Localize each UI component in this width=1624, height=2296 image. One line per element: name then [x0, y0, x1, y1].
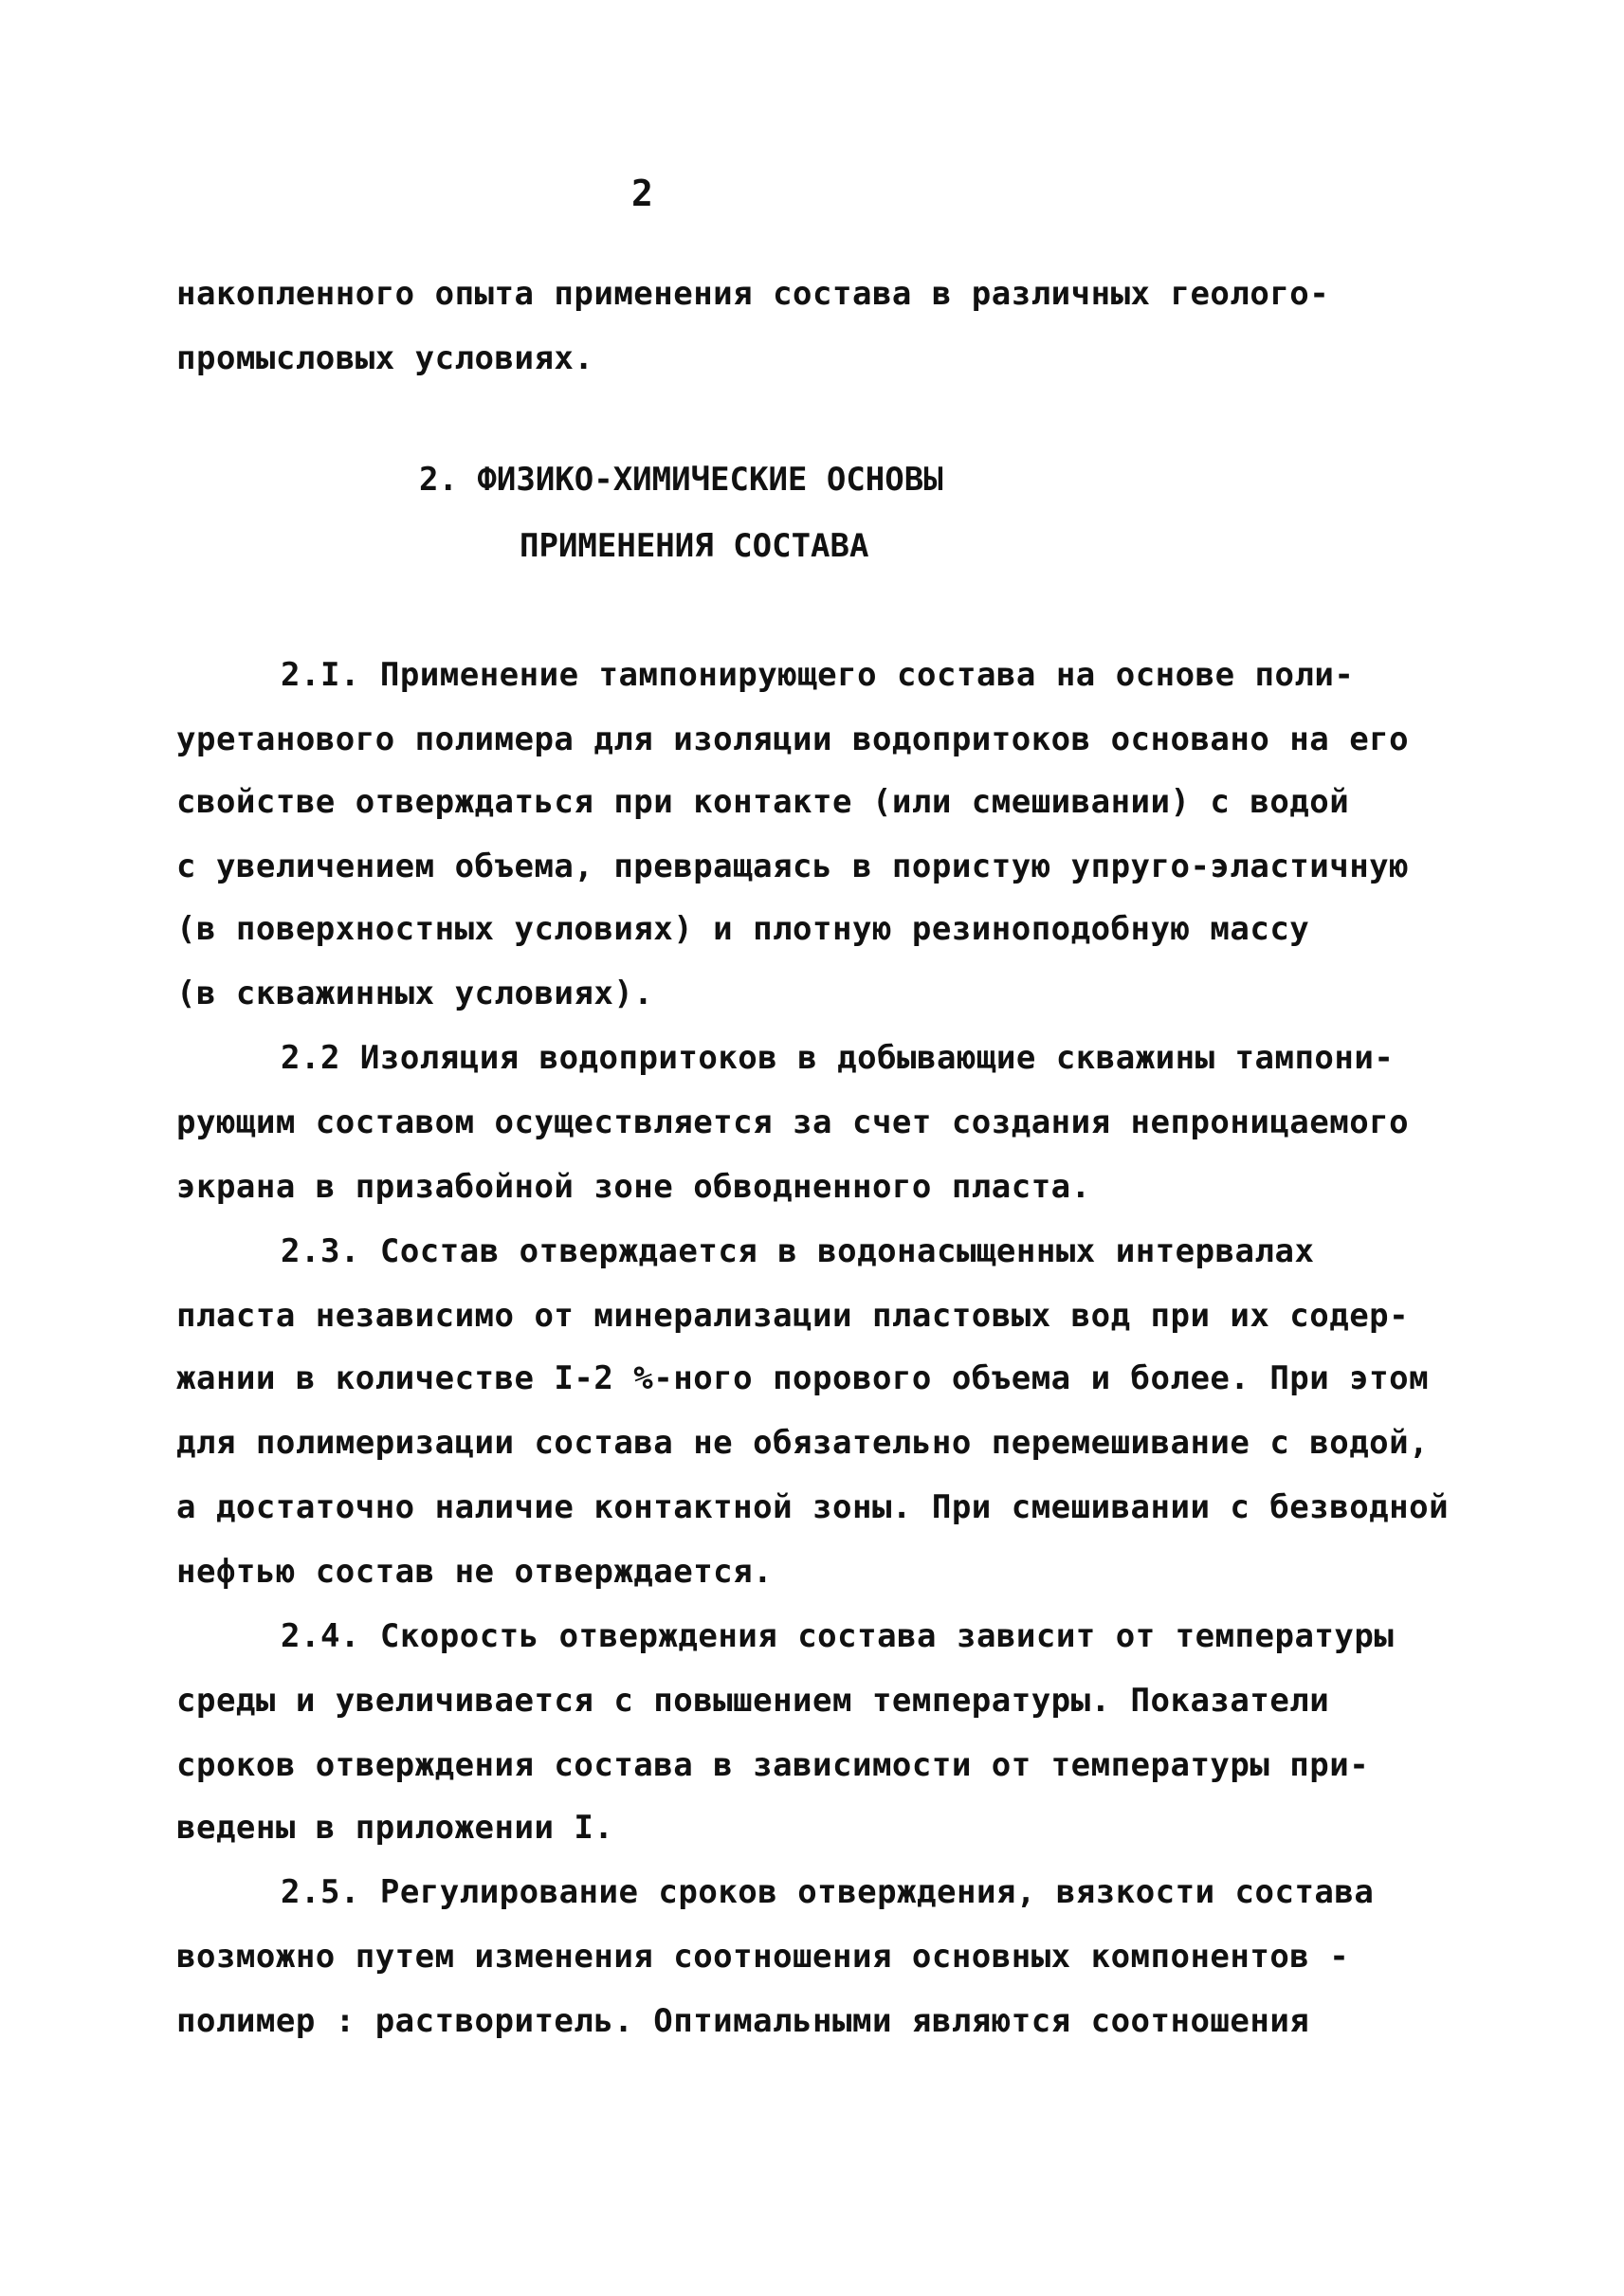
section-heading-line-1: 2. ФИЗИКО-ХИМИЧЕСКИЕ ОСНОВЫ [419, 461, 943, 499]
section-heading-line-2: ПРИМЕНЕНИЯ СОСТАВА [520, 527, 869, 565]
paragraph-line: 2.3. Состав отверждается в водонасыщенных интервалах [281, 1232, 1315, 1270]
paragraph-line: экрана в призабойной зоне обводненного пласта. [176, 1168, 1091, 1206]
paragraph-line: 2.I. Применение тампонирующего состава на основе поли- [281, 656, 1355, 694]
paragraph-line: ведены в приложении I. [176, 1809, 614, 1847]
paragraph-line: возможно путем изменения соотношения основных компонентов - [176, 1938, 1350, 1976]
paragraph-line: сроков отверждения состава в зависимости от температуры при- [176, 1746, 1370, 1784]
paragraph-line: пласта независимо от минерализации пластовых вод при их содер- [176, 1297, 1410, 1335]
paragraph-line: нефтью состав не отверждается. [176, 1553, 774, 1591]
paragraph-line: жании в количестве I-2 %-ного порового объема и более. При этом [176, 1359, 1430, 1397]
paragraph-line: уретанового полимера для изоляции водопритоков основано на его [176, 720, 1410, 758]
paragraph-line: (в скважинных условиях). [176, 975, 654, 1012]
paragraph-line: 2.5. Регулирование сроков отверждения, вязкости состава [281, 1873, 1375, 1911]
paragraph-line: свойстве отверждаться при контакте (или смешивании) с водой [176, 783, 1350, 821]
text-line: промысловых условиях. [176, 339, 594, 377]
paragraph-line: среды и увеличивается с повышением температуры. Показатели [176, 1682, 1330, 1720]
paragraph-line: полимер : растворитель. Оптимальными являются соотношения [176, 2002, 1310, 2040]
paragraph-line: для полимеризации состава не обязательно перемешивание с водой, [176, 1424, 1430, 1462]
paragraph-line: (в поверхностных условиях) и плотную резиноподобную массу [176, 910, 1310, 948]
paragraph-line: с увеличением объема, превращаясь в пористую упруго-эластичную [176, 847, 1410, 885]
paragraph-line: рующим составом осуществляется за счет создания непроницаемого [176, 1103, 1410, 1141]
paragraph-line: 2.2 Изоляция водопритоков в добывающие скважины тампони- [281, 1039, 1395, 1077]
text-line: накопленного опыта применения состава в различных геолого- [176, 275, 1330, 313]
page-number: 2 [631, 173, 653, 214]
paragraph-line: а достаточно наличие контактной зоны. При смешивании с безводной [176, 1488, 1450, 1526]
paragraph-line: 2.4. Скорость отверждения состава зависит от температуры [281, 1617, 1395, 1655]
